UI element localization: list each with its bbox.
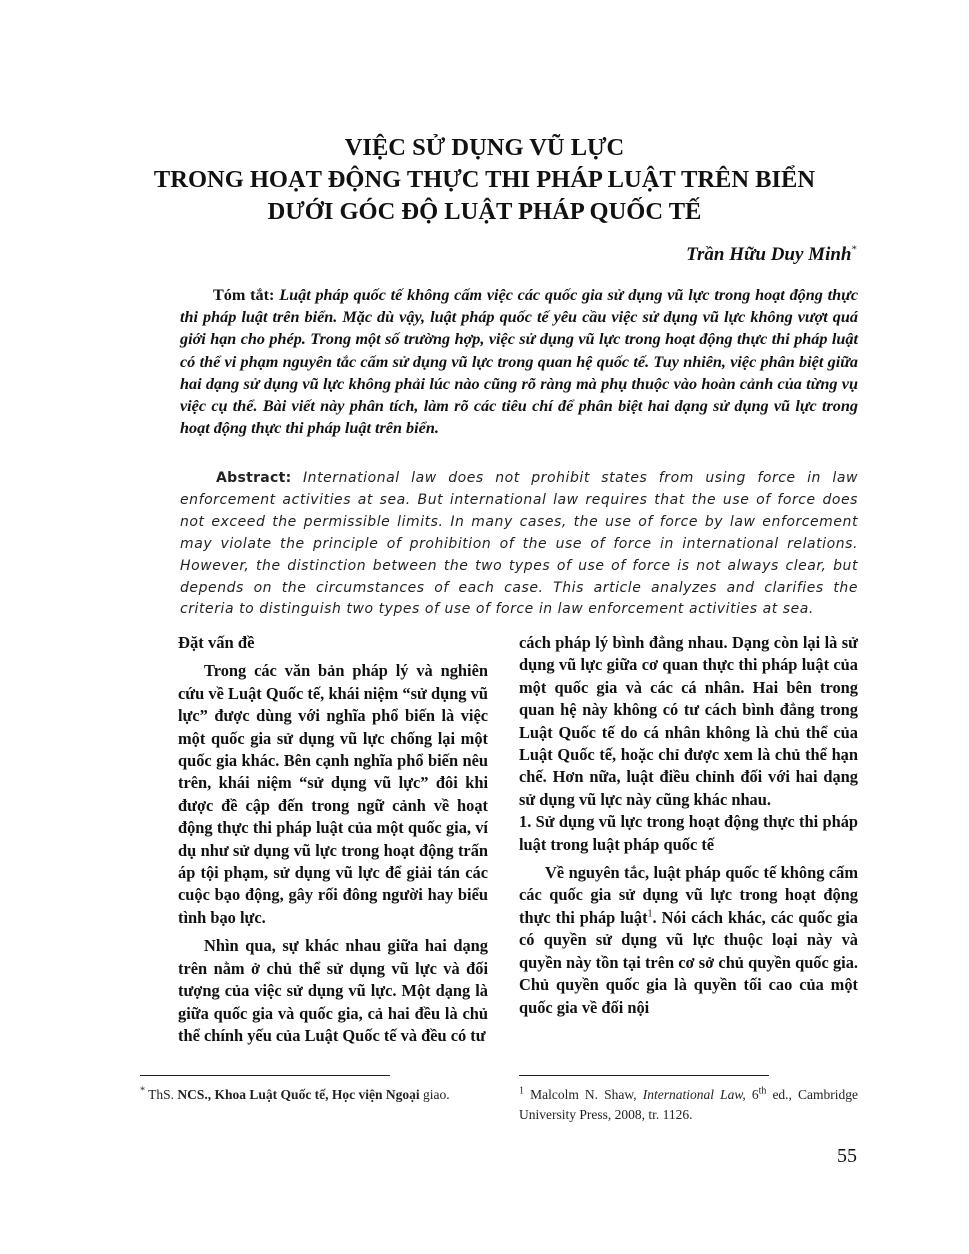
paragraph	[519, 862, 858, 1019]
footnote-divider-left	[140, 1075, 390, 1076]
footnote-author	[140, 1085, 488, 1105]
title-line-2: TRONG HOẠT ĐỘNG THỰC THI PHÁP LUẬT TRÊN BIỂN	[153, 166, 816, 193]
footnote-prefix: ThS.	[148, 1087, 175, 1102]
left-column	[178, 632, 488, 1047]
footnote-affiliation: NCS., Khoa Luật Quốc tế, Học viện Ngoại	[177, 1087, 420, 1102]
footnote-publisher: ed., Cambridge University Press, 2008, tr. 1126.	[519, 1087, 859, 1122]
title-line-3: DƯỚI GÓC ĐỘ LUẬT PHÁP QUỐC TẾ	[267, 198, 702, 225]
footnote-edition-suffix: th	[758, 1085, 767, 1097]
footnote-divider-right	[519, 1075, 769, 1076]
abstract-vietnamese	[180, 284, 858, 439]
paragraph-text: Về nguyên tắc, luật pháp quốc tế không cấm các quốc gia sử dụng vũ lực trong hoạt động thực thi pháp luật	[519, 863, 858, 927]
abstract-vi-label: Tóm tắt:	[213, 286, 275, 304]
footnote-mark: *	[140, 1085, 145, 1097]
section-heading-1: 1. Sử dụng vũ lực trong hoạt động thực thi pháp luật trong luật pháp quốc tế	[519, 812, 858, 854]
footnote-tail: giao.	[423, 1087, 450, 1102]
footnote-mark: 1	[519, 1085, 524, 1097]
title-line-1: VIỆC SỬ DỤNG VŨ LỰC	[344, 134, 625, 161]
footnote-book-title: International Law,	[642, 1087, 746, 1102]
footnote-1	[519, 1085, 858, 1125]
author	[686, 244, 857, 266]
paragraph-text: . Nói cách khác, các quốc gia có quyền sử dụng vũ lực thuộc loại này và quyền này tồn tại trên cơ sở chủ quyền quốc gia. Chủ quyền quốc gia là quyền tối cao của một quốc gia về đối nội	[519, 907, 858, 1017]
page-number: 55	[837, 1145, 857, 1167]
paragraph: Nhìn qua, sự khác nhau giữa hai dạng trên nằm ở chủ thể sử dụng vũ lực và đối tượng của việc sử dụng vũ lực. Một dạng là giữa quốc gia và quốc gia, cả hai đều là chủ thể chính yếu của Luật Quốc tế và đều có tư	[178, 936, 488, 1045]
abstract-vi-text: Luật pháp quốc tế không cấm việc các quốc gia sử dụng vũ lực trong hoạt động thực thi pháp luật trên biển. Mặc dù vậy, luật pháp quốc tế yêu cầu việc sử dụng vũ lực không vượt quá giới hạn cho phép. Trong một số trường hợp, việc sử dụng vũ lực trong hoạt động thực thi pháp luật có thể vi phạm nguyên tắc cấm sử dụng vũ lực trong quan hệ quốc tế. Tuy nhiên, việc phân biệt giữa hai dạng sử dụng vũ lực không phải lúc nào cũng rõ ràng mà phụ thuộc vào hoàn cảnh của từng vụ việc cụ thể. Bài viết này phân tích, làm rõ các tiêu chí để phân biệt hai dạng sử dụng vũ lực trong hoạt động thực thi pháp luật trên biển.	[180, 286, 859, 438]
footnote-edition: 6	[751, 1087, 759, 1102]
paragraph: cách pháp lý bình đẳng nhau. Dạng còn lại là sử dụng vũ lực giữa cơ quan thực thi pháp luật của một quốc gia và các cá nhân. Hai bên trong quan hệ này không có tư cách bình đẳng trong Luật Quốc tế do cá nhân không là chủ thể của Luật Quốc tế, hoặc chỉ được xem là chủ thể hạn chế. Hơn nữa, luật điều chỉnh đối với hai dạng sử dụng vũ lực này cũng khác nhau.	[519, 633, 858, 809]
author-name: Trần Hữu Duy Minh	[686, 244, 852, 265]
footnote-ref: 1	[647, 908, 653, 920]
paragraph: Trong các văn bản pháp lý và nghiên cứu về Luật Quốc tế, khái niệm “sử dụng vũ lực” được dùng với nghĩa phổ biến là việc một quốc gia sử dụng vũ lực chống lại một quốc gia khác. Bên cạnh nghĩa phổ biến nêu trên, khái niệm “sử dụng vũ lực” đôi khi được đề cập đến trong ngữ cảnh về hoạt động thực thi pháp luật của một quốc gia, ví dụ như sử dụng vũ lực trong hoạt động trấn áp tội phạm, sử dụng vũ lực để giải tán các cuộc bạo động, gây rối đông người hay biểu tình bạo lực.	[178, 661, 488, 927]
right-column	[519, 632, 858, 1019]
footnote-text: Malcolm N. Shaw,	[530, 1087, 637, 1102]
author-footnote-mark: *	[851, 243, 857, 256]
abstract-english	[180, 468, 858, 621]
abstract-en-text: International law does not prohibit states from using force in law enforcement activities at sea. But international law requires that the use of force does not exceed the permissible limits. In many cases, the use of force by law enforcement may violate the principle of prohibition of the use of force in international relations. However, the distinction between the two types of use of force is not always clear, but depends on the circumstances of each case. This article analyzes and clarifies the criteria to distinguish two types of use of force in law enforcement activities at sea.	[180, 470, 858, 618]
abstract-en-label: Abstract:	[216, 470, 292, 486]
article-title	[0, 132, 969, 228]
section-heading-intro: Đặt vấn đề	[178, 633, 255, 652]
